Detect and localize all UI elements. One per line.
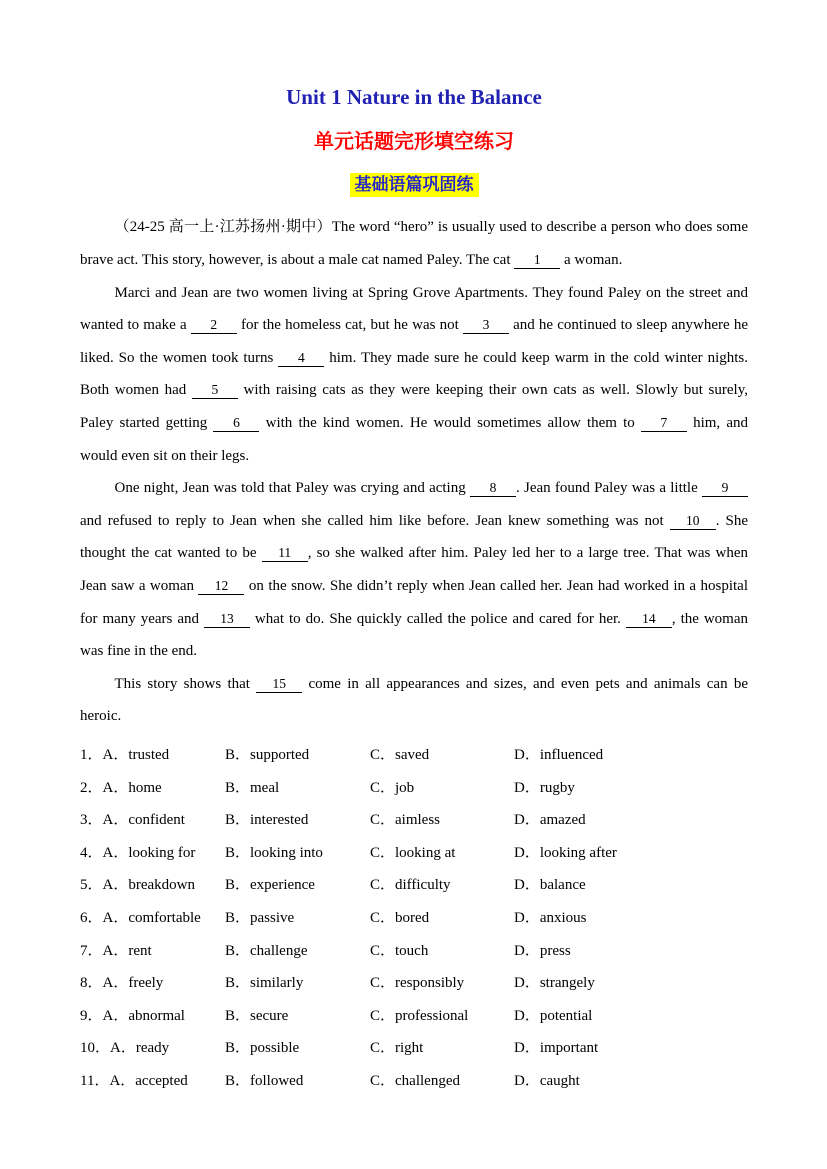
question-10-option-b: B．possible [225,1040,300,1057]
question-1-option-b: B．supported [225,746,310,763]
cloze-blank-15: 15 [256,676,302,693]
cloze-blank-4: 4 [278,350,324,367]
cloze-blank-14: 14 [626,611,672,628]
question-8-option-b: B．similarly [225,975,304,992]
cloze-passage [80,211,748,733]
question-row-1 [80,739,748,772]
question-1-option-a: 1．A．trusted [80,746,170,763]
question-9-option-b: B．secure [225,1007,289,1024]
question-6-option-d: D．anxious [514,909,587,926]
question-4-option-a: 4．A．looking for [80,844,196,861]
cloze-blank-6: 6 [213,415,259,432]
question-row-9 [80,1000,748,1033]
cloze-blank-9: 9 [702,480,748,497]
section-badge: 基础语篇巩固练 [350,173,479,197]
question-7-option-d: D．press [514,942,571,959]
cloze-blank-10: 10 [670,513,716,530]
question-list [80,739,748,1098]
cloze-blank-1: 1 [514,252,560,269]
question-8-option-c: C．responsibly [370,975,465,992]
question-10-option-d: D．important [514,1040,599,1057]
question-3-option-d: D．amazed [514,812,586,829]
question-9-option-d: D．potential [514,1007,593,1024]
question-6-option-c: C．bored [370,909,430,926]
document-subtitle: 单元话题完形填空练习 [314,131,514,154]
question-4-option-b: B．looking into [225,844,323,861]
question-2-option-c: C．job [370,779,415,796]
question-9-option-c: C．professional [370,1007,469,1024]
question-row-5 [80,869,748,902]
question-5-option-d: D．balance [514,877,586,894]
question-2-option-a: 2．A．home [80,779,162,796]
question-10-option-c: C．right [370,1040,424,1057]
question-3-option-c: C．aimless [370,812,440,829]
question-1-option-c: C．saved [370,746,430,763]
question-row-11 [80,1065,748,1098]
question-6-option-a: 6．A．comfortable [80,909,201,926]
question-3-option-a: 3．A．confident [80,812,185,829]
passage-paragraph-1: （24-25 高一上·江苏扬州·期中）The word “hero” is usually used to describe a person who does some brave act. This story, however, is about a male cat named Paley. The cat 1 a woman. [80,219,748,269]
passage-paragraph-2: Marci and Jean are two women living at Spring Grove Apartments. They found Paley on the street and wanted to make a 2 for the homeless cat, but he was not 3 and he continued to sleep anywhere he liked. So the women took turns 4 him. They made sure he could keep warm in the cold winter nights. Both women had 5 with raising cats as they were keeping their own cats as well. Slowly but surely, Paley started getting 6 with the kind women. He would sometimes allow them to 7 him, and would even sit on their legs. [80,284,749,464]
section-badge-row [80,173,748,197]
question-row-2 [80,772,748,805]
question-4-option-d: D．looking after [514,844,617,861]
question-5-option-c: C．difficulty [370,877,451,894]
question-7-option-b: B．challenge [225,942,308,959]
question-2-option-b: B．meal [225,779,280,796]
cloze-blank-13: 13 [204,611,250,628]
question-1-option-d: D．influenced [514,746,604,763]
question-8-option-a: 8．A．freely [80,975,164,992]
cloze-blank-2: 2 [191,317,237,334]
question-row-7 [80,935,748,968]
question-11-option-d: D．caught [514,1072,580,1089]
question-5-option-b: B．experience [225,877,315,894]
cloze-blank-8: 8 [470,480,516,497]
document-title: Unit 1 Nature in the Balance [286,85,542,109]
question-4-option-c: C．looking at [370,844,456,861]
question-7-option-c: C．touch [370,942,429,959]
question-9-option-a: 9．A．abnormal [80,1007,185,1024]
question-row-6 [80,902,748,935]
question-5-option-a: 5．A．breakdown [80,877,195,894]
cloze-blank-3: 3 [463,317,509,334]
question-row-10 [80,1032,748,1065]
question-11-option-c: C．challenged [370,1072,460,1089]
question-11-option-a: 11．A．accepted [80,1072,188,1089]
cloze-blank-11: 11 [262,545,308,562]
question-10-option-a: 10．A．ready [80,1040,170,1057]
question-row-4 [80,837,748,870]
question-6-option-b: B．passive [225,909,295,926]
question-row-3 [80,804,748,837]
question-11-option-b: B．followed [225,1072,304,1089]
question-8-option-d: D．strangely [514,975,595,992]
cloze-blank-5: 5 [192,382,238,399]
passage-paragraph-3: One night, Jean was told that Paley was crying and acting 8 . Jean found Paley was a little 9 and refused to reply to Jean when she called him like before. Jean knew something was not 10 . She thought the cat wanted to be 11 , so she walked after him. Paley led her to a large tree. That was when Jean saw a woman 12 on the snow. She didn’t reply when Jean called her. Jean had worked in a hospital for many years and 13 what to do. She quickly called the police and cared for her. 14 , the woman was fine in the end. [80,480,749,660]
passage-paragraph-4: This story shows that 15 come in all appearances and sizes, and even pets and animals can be heroic. [80,675,748,725]
question-row-8 [80,967,748,1000]
question-7-option-a: 7．A．rent [80,942,152,959]
cloze-blank-7: 7 [641,415,687,432]
question-2-option-d: D．rugby [514,779,575,796]
question-3-option-b: B．interested [225,812,309,829]
cloze-blank-12: 12 [198,578,244,595]
